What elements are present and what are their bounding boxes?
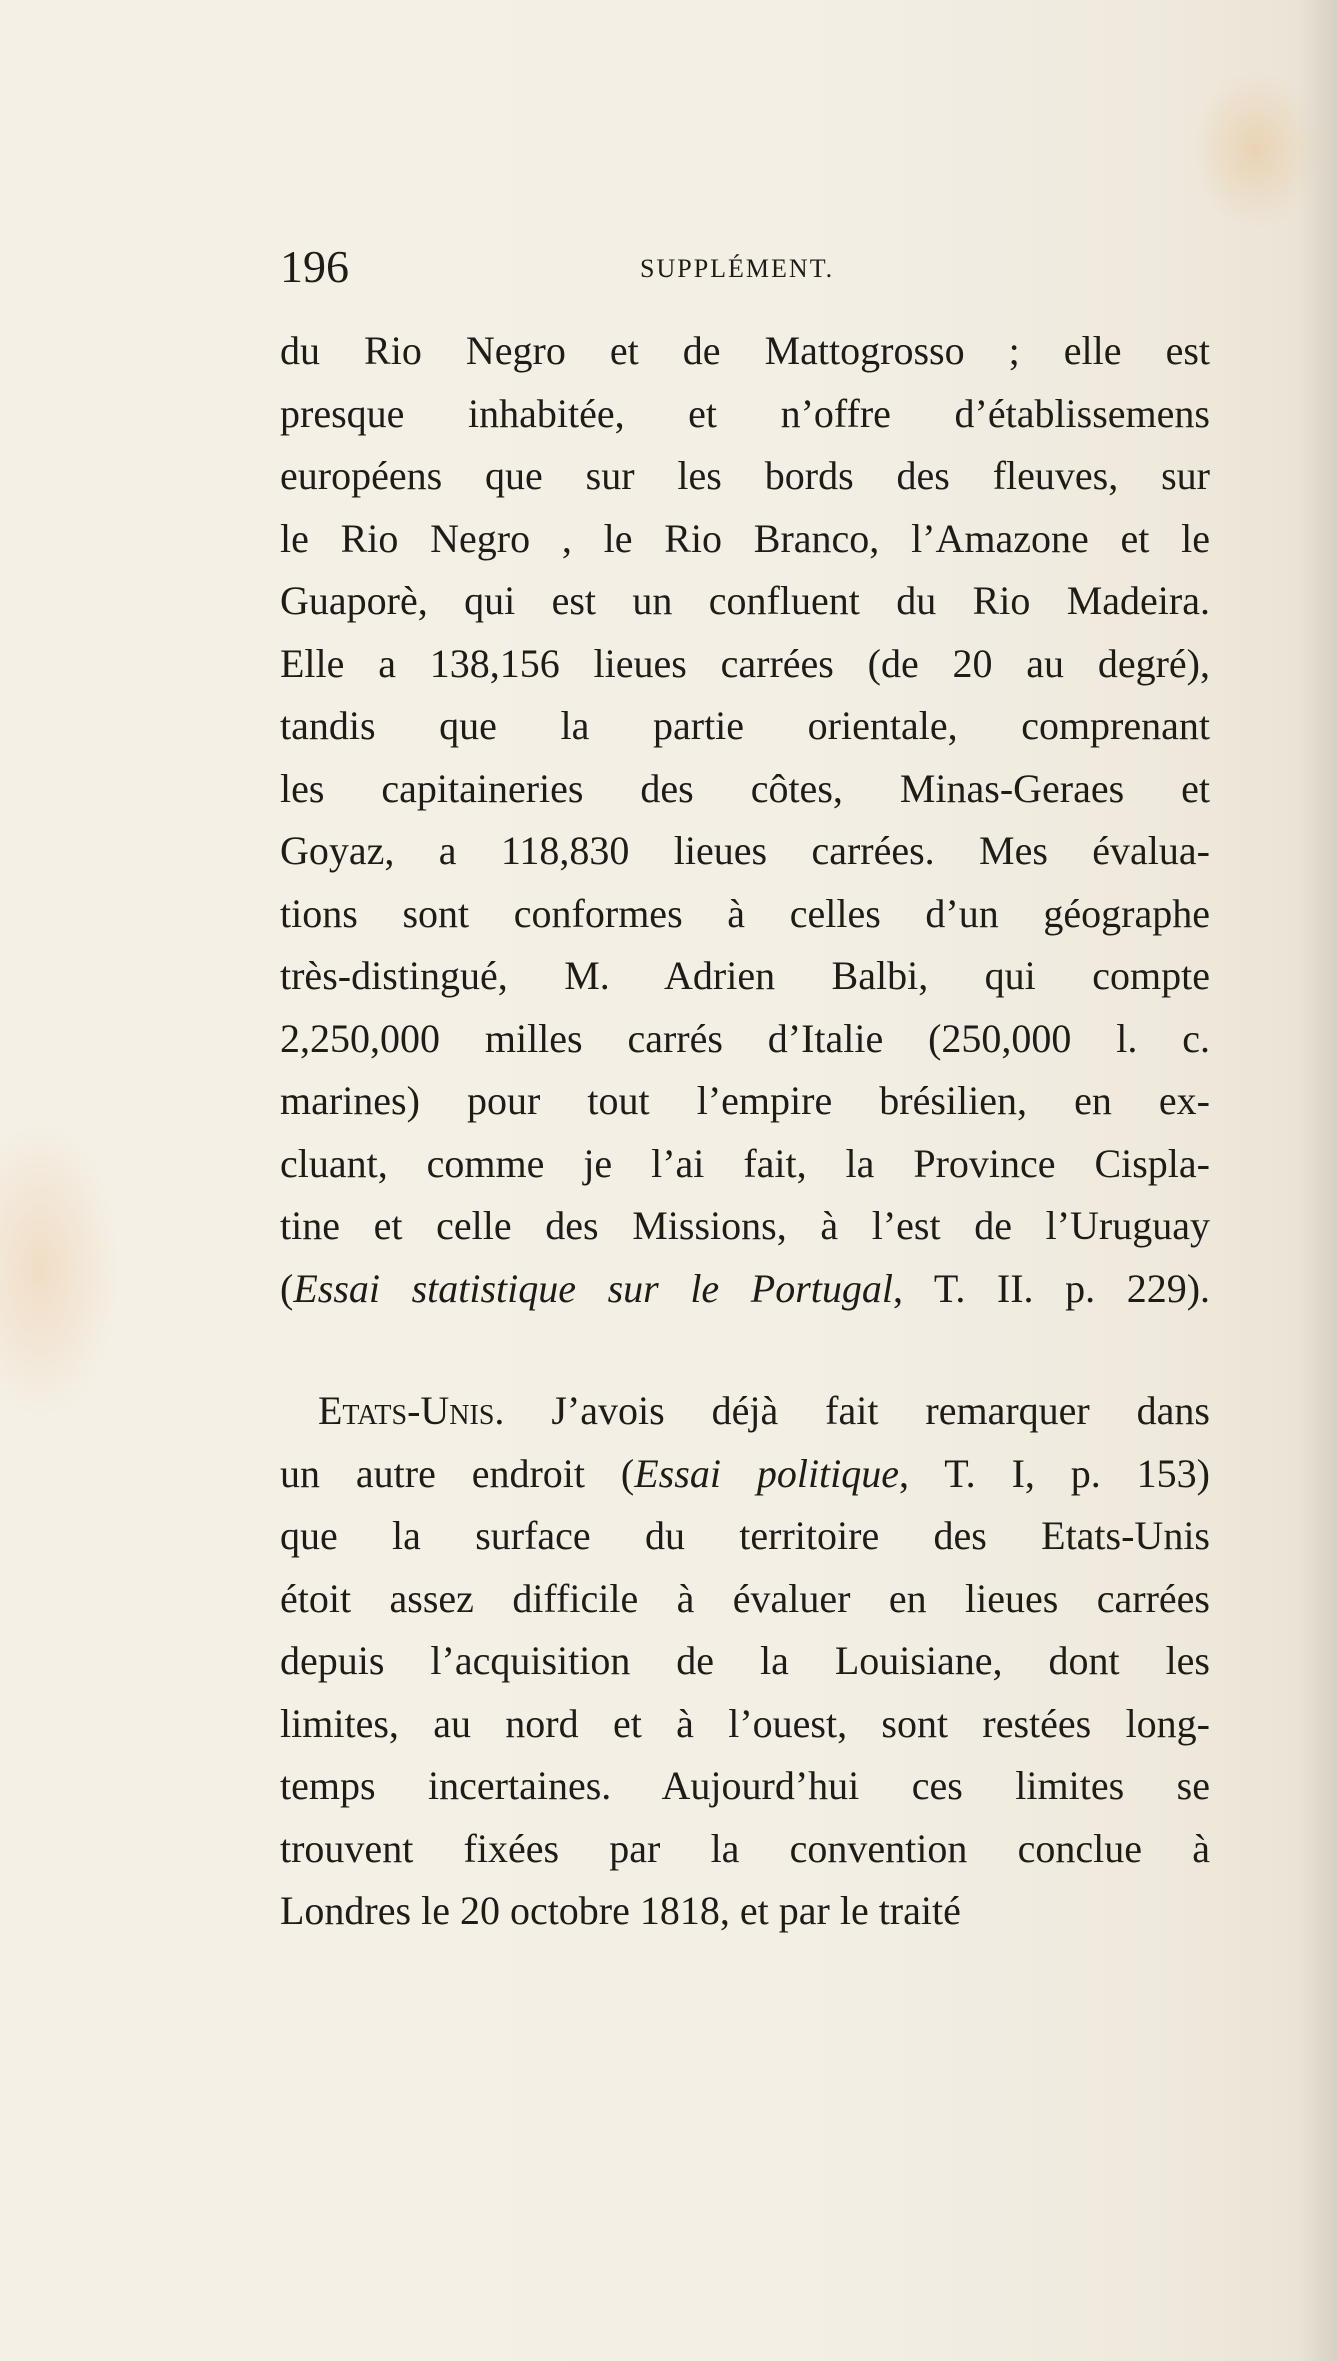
citation-title: Essai politique (634, 1450, 900, 1496)
running-head: SUPPLÉMENT. (640, 254, 835, 283)
text-line: du Rio Negro et de Mattogrosso ; elle est (280, 328, 1210, 373)
citation-title: Essai statistique sur le Portugal (293, 1265, 893, 1311)
text-line: tions sont conformes à celles d’un géographe (280, 890, 1210, 936)
text-line: étoit assez difficile à évaluer en lieues carrées (280, 1575, 1210, 1621)
text-line: presque inhabitée, et n’offre d’établissemens (280, 390, 1210, 436)
text-line: limites, au nord et à l’ouest, sont restées long- (280, 1700, 1210, 1746)
page-gutter-shadow (1297, 0, 1337, 2361)
paragraph-2 (280, 1380, 1210, 1943)
text-fragment: J’avois déjà fait remarquer dans (504, 1388, 1210, 1433)
text-line: tandis que la partie orientale, comprenant (280, 703, 1210, 748)
text-fragment: un autre endroit ( (280, 1450, 635, 1496)
text-line: cluant, comme je l’ai fait, la Province Cispla- (280, 1140, 1210, 1186)
text-fragment: , T. II. p. 229). (893, 1265, 1211, 1311)
text-line-first (280, 1380, 1210, 1443)
text-line: Guaporè, qui est un confluent du Rio Madeira. (280, 578, 1210, 623)
text-fragment: ( (280, 1265, 294, 1311)
page-header (280, 240, 1210, 300)
text-line: depuis l’acquisition de la Louisiane, dont les (280, 1638, 1210, 1683)
paper-stain (1190, 70, 1320, 230)
text-line: européens que sur les bords des fleuves, sur (280, 453, 1210, 498)
text-line: trouvent fixées par la convention conclue à (280, 1825, 1210, 1871)
body-text (280, 320, 1210, 1943)
text-line: temps incertaines. Aujourd’hui ces limites se (280, 1763, 1210, 1808)
text-line: que la surface du territoire des Etats-Unis (280, 1513, 1210, 1558)
text-line: les capitaineries des côtes, Minas-Geraes et (280, 765, 1210, 811)
text-line: Londres le 20 octobre 1818, et par le traité (280, 1888, 961, 1933)
text-fragment: , T. I, p. 153) (899, 1450, 1210, 1496)
text-line: marines) pour tout l’empire brésilien, en ex- (280, 1078, 1210, 1123)
text-line: 2,250,000 milles carrés d’Italie (250,000 l. c. (280, 1015, 1210, 1061)
paragraph-1 (280, 320, 1210, 1320)
text-line (280, 1443, 1210, 1506)
text-line: le Rio Negro , le Rio Branco, l’Amazone et le (280, 515, 1210, 561)
text-line-last (280, 1258, 1210, 1321)
text-line: très-distingué, M. Adrien Balbi, qui compte (280, 953, 1210, 998)
page-number: 196 (280, 241, 349, 292)
text-line: Goyaz, a 118,830 lieues carrées. Mes évalua- (280, 828, 1210, 873)
text-line: Elle a 138,156 lieues carrées (de 20 au degré), (280, 640, 1210, 686)
section-lead-word: Etats-Unis. (318, 1388, 505, 1433)
text-line: tine et celle des Missions, à l’est de l’Uruguay (280, 1203, 1210, 1248)
paragraph-spacer (280, 1320, 1210, 1380)
paper-stain (0, 1120, 120, 1420)
